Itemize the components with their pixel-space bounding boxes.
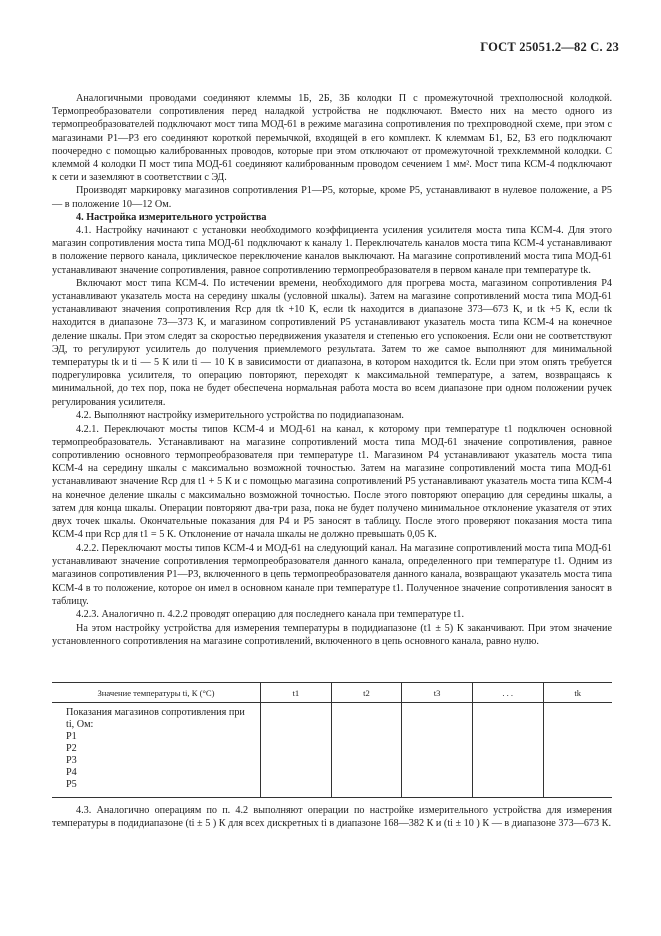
table-cell <box>543 703 612 798</box>
magazine-label: Р4 <box>66 767 77 778</box>
row-labels <box>52 703 261 798</box>
table-cell <box>402 703 473 798</box>
paragraph-4-2-2: 4.2.2. Переключают мосты типов КСМ-4 и МОД-61 на следующий канал. На магазине сопротивлений моста типа МОД-61 устанавливают значение сопротивления термопреобразователя данного канала, определенного при температуре t1. Одним из магазинов сопротивления Р1—Р3, включенного в цепь термопреобразователя данного канала, возвращают указатель моста типа КСМ-4 в то положение, которое он имел в основном канале при температуре t1. Полученное значение сопротивления заносят в таблицу. <box>52 542 612 607</box>
paragraph-subrange-end: На этом настройку устройства для измерения температуры в подидиапазоне (t1 ± 5) К заканчивают. При этом значение установленного сопротивления на магазине сопротивлений, включенного в цепь основного канала, равно нулю. <box>52 622 612 647</box>
table-header-row <box>52 683 612 703</box>
calibration-table <box>52 682 612 798</box>
magazine-label: Р5 <box>66 779 77 790</box>
column-header: . . . <box>472 683 543 703</box>
running-header: ГОСТ 25051.2—82 С. 23 <box>480 40 619 54</box>
paragraph-marking: Производят маркировку магазинов сопротивления Р1—Р5, которые, кроме Р5, устанавливают в нулевое положение, а Р5 — в положение 10—12 Ом. <box>52 185 612 210</box>
paragraph-4-1: 4.1. Настройку начинают с установки необходимого коэффициента усиления усилителя моста типа КСМ-4. Для этого магазин сопротивления моста типа МОД-61 подключают к каналу 1. Переключатель каналов моста типа КСМ-4 устанавливают в положение первого канала, цикличеcкое переключение каналов выключают. На магазине сопротивлений моста типа МОД-61 устанавливают значение сопротивления, равное сопротивлению термопреобразователя в первом канале при температуре tk. <box>52 225 612 276</box>
column-header: t3 <box>402 683 473 703</box>
table-cell <box>331 703 402 798</box>
paragraph-connections: Аналогичными проводами соединяют клеммы 1Б, 2Б, 3Б колодки П с промежуточной трехполюсной колодкой. Термопреобразователи сопротивления перед наладкой устройства не подключают. Вместо них на место одного из термопреобразователей подключают мост типа МОД-61 в режиме магазина сопротивления по трехпроводной схеме, при этом с магазинами Р1—Р3 его соединяют короткой перемычкой, входящей в его комплект. К клеммам Б1, Б2, Б3 его подключают поочередно с помощью калиброванных проводов, которые при этом отключают от промежуточной трехклеммной колодки. С клеммой 4 колодки П мост типа МОД-61 соединяют калиброванным проводом сечением 1 мм². Мост типа КСМ-4 подключают к сети и заземляют в соответствии с ЭД. <box>52 93 612 184</box>
paragraph-4-2: 4.2. Выполняют настройку измерительного устройства по подидиапазонам. <box>76 410 404 422</box>
magazine-label: Р1 <box>66 731 77 742</box>
table-cell <box>472 703 543 798</box>
paragraph-4-3: 4.3. Аналогично операциям по п. 4.2 выполняют операции по настройке измерительного устройства для измерения температуры в подидиапазоне (ti ± 5 ) К для всех дискретных ti в диапазоне 168—382 К и (ti ± 10 ) К — в диапазоне 373—673 К. <box>52 805 612 830</box>
temperature-header: Значение температуры ti, К (°С) <box>52 683 261 703</box>
table-row <box>52 703 612 798</box>
table-cell <box>261 703 332 798</box>
magazine-label: Р2 <box>66 743 77 754</box>
row-title: Показания магазинов сопротивления при ti, Ом: <box>66 707 245 730</box>
column-header: tk <box>543 683 612 703</box>
magazine-list <box>66 731 254 791</box>
paragraph-bridge-on: Включают мост типа КСМ-4. По истечении времени, необходимого для прогрева моста, магазином сопротивления Р4 устанавливают указатель моста на середину шкалы (условной шкалы). Затем на магазине сопротивлений моста типа МОД-61 устанавливают значения сопротивления Rср для tk +10 К, если tk находится в диапазоне 373—673 К, и tk +5 К, если tk находится в диапазоне 73—373 К, и магазином сопротивлений Р5 устанавливают указатель моста типа КСМ-4 на конечное деление шкалы. При этом следят за скоростью передвижения указателя и степенью его успокоения. Если они не соответствуют ЭД, то регулируют усилитель до получения приемлемого результата. Затем то же самое выполняют для минимальной температуры tk и ti — 5 К или ti — 10 К в зависимости от диапазона, в котором находится tk. Если при этом опять требуется подрегулировка усилителя, то операцию повторяют, переходят к максимальной температуре, а затем, возвращаясь к минимальной, до тех пор, пока не будет обеспечена нормальная работа моста во всем диапазоне при одном положении ручек регулирования усилителя. <box>52 277 612 408</box>
magazine-label: Р3 <box>66 755 77 766</box>
paragraph-4-2-1: 4.2.1. Переключают мосты типов КСМ-4 и МОД-61 на канал, к которому при температуре t1 подключен основной термопреобразователь. Устанавливают на магазине сопротивлений моста типа МОД-61 значение сопротивления, равное сопротивлению основного термопреобразователя при температуре t1. Магазином Р4 устанавливают указатель моста типа КСМ-4 на середину шкалы с максимально возможной точностью. Затем на магазине сопротивлений моста типа МОД-61 устанавливают значение Rср для t1 + 5 К и с помощью магазина сопротивлений Р5 устанавливают указатель моста типа КСМ-4 на конечное деление шкалы с максимально возможной точностью. После этого повторяют операцию для середины шкалы, а затем для конца шкалы. Операции повторяют два-три раза, пока не будет получено минимальное отклонение указателя от этих двух точек шкалы. Окончательные показания для Р4 и Р5 заносят в таблицу. После этого проверяют показания моста типа КСМ-4 при Rср для t1 = 5 К. Отклонение от начала шкалы не должно превышать 0,05 К. <box>52 423 612 541</box>
section-heading: 4. Настройка измерительного устройства <box>76 211 267 223</box>
column-header: t1 <box>261 683 332 703</box>
body-text <box>52 92 612 648</box>
column-header: t2 <box>331 683 402 703</box>
closing-text <box>52 804 612 830</box>
paragraph-4-2-3: 4.2.3. Аналогично п. 4.2.2 проводят операцию для последнего канала при температуре t1. <box>76 609 465 621</box>
